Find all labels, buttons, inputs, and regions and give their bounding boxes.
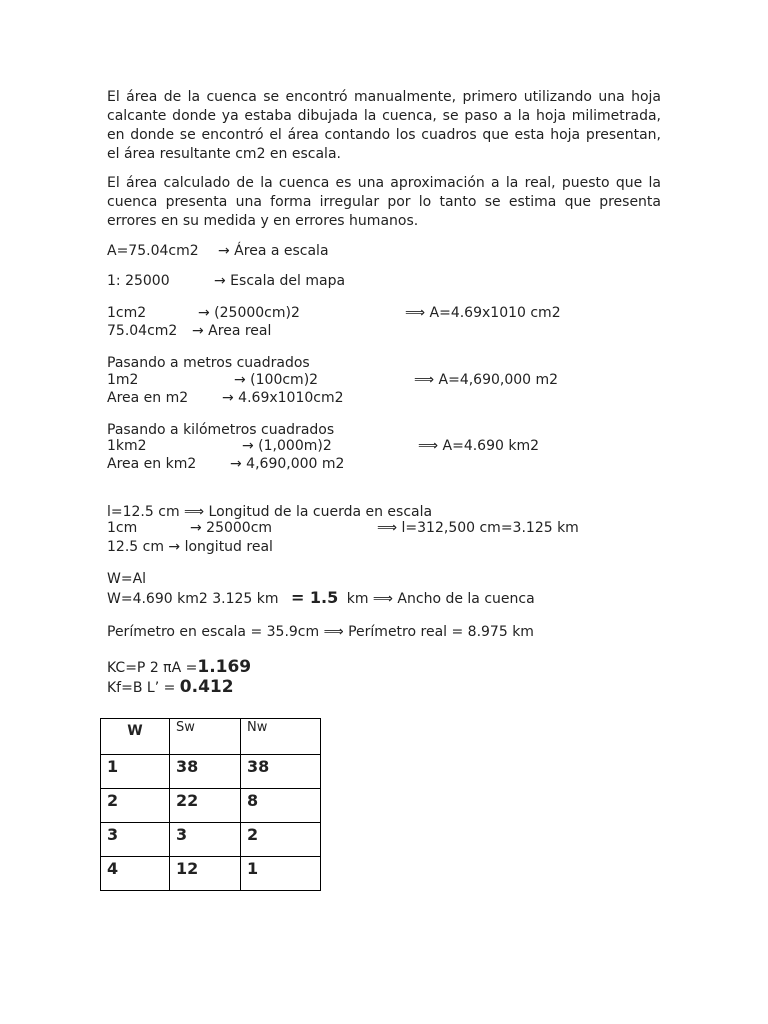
- kf-line: [107, 678, 234, 697]
- real-length: 12.5 cm → longitud real: [107, 539, 273, 555]
- km-heading: Pasando a kilómetros cuadrados: [107, 422, 335, 438]
- cell-sw: 3: [170, 823, 241, 857]
- table-header-row: [101, 719, 321, 755]
- area-m2-value: → 4.69x1010cm2: [222, 390, 344, 406]
- width-calc-label: km ⟹ Ancho de la cuenca: [346, 591, 535, 607]
- area-km2-value: → 4,690,000 m2: [230, 456, 345, 472]
- m2-unit: 1m2: [107, 372, 139, 388]
- map-scale-value: 1: 25000: [107, 273, 170, 289]
- cell-nw: 1: [241, 857, 321, 891]
- width-formula: W=Al: [107, 571, 147, 587]
- table-row: [101, 789, 321, 823]
- cell-w: 4: [101, 857, 170, 891]
- table-row: [101, 823, 321, 857]
- cell-nw: 38: [241, 755, 321, 789]
- km2-unit: 1km2: [107, 438, 147, 454]
- cell-sw: 38: [170, 755, 241, 789]
- length-conversion: → 25000cm: [190, 520, 273, 536]
- kf-value: 0.412: [179, 677, 234, 697]
- cell-nw: 8: [241, 789, 321, 823]
- table-row: [101, 857, 321, 891]
- m2-conversion: → (100cm)2: [234, 372, 319, 388]
- cm2-unit: 1cm2: [107, 305, 147, 321]
- width-calc-expression: W=4.690 km2 3.125 km: [107, 591, 279, 607]
- header-w: W: [101, 719, 170, 755]
- cell-nw: 2: [241, 823, 321, 857]
- perimeter-line: Perímetro en escala = 35.9cm ⟹ Perímetro real = 8.975 km: [107, 624, 534, 640]
- cm2-conversion: → (25000cm)2: [198, 305, 300, 321]
- table-row: [101, 755, 321, 789]
- width-calc: [107, 589, 535, 608]
- real-area-value: 75.04cm2: [107, 323, 178, 339]
- area-km2-label: Area en km2: [107, 456, 197, 472]
- kc-label: KC=P 2 πA =: [107, 660, 198, 676]
- map-scale-label: → Escala del mapa: [214, 273, 346, 289]
- cell-w: 2: [101, 789, 170, 823]
- paragraph-area-approximation: El área calculado de la cuenca es una aproximación a la real, puesto que la cuenca presenta una forma irregular por lo tanto se estima que presenta errores en su medida y en errores humanos.: [107, 175, 661, 229]
- m2-result: ⟹ A=4,690,000 m2: [414, 372, 559, 388]
- cell-sw: 12: [170, 857, 241, 891]
- stream-order-table: [100, 718, 321, 891]
- km2-result: ⟹ A=4.690 km2: [418, 438, 540, 454]
- paragraph-area-method: El área de la cuenca se encontró manualmente, primero utilizando una hoja calcante donde ya estaba dibujada la cuenca, se paso a la hoja milimetrada, en donde se encontró el área contando los cuadros que esta hoja presentan, el área resultante cm2 en escala.: [107, 89, 661, 162]
- kf-label: Kf=B L’ =: [107, 680, 180, 696]
- area-scale-label: → Área a escala: [218, 243, 329, 259]
- header-nw: Nw: [241, 719, 321, 755]
- cell-w: 1: [101, 755, 170, 789]
- kc-value: 1.169: [197, 657, 252, 677]
- chord-length-scale: l=12.5 cm ⟹ Longitud de la cuerda en escala: [107, 504, 433, 520]
- meters-heading: Pasando a metros cuadrados: [107, 355, 310, 371]
- cell-w: 3: [101, 823, 170, 857]
- cm2-result: ⟹ A=4.69x1010 cm2: [405, 305, 561, 321]
- length-unit: 1cm: [107, 520, 138, 536]
- cell-sw: 22: [170, 789, 241, 823]
- km2-conversion: → (1,000m)2: [242, 438, 332, 454]
- header-sw: Sw: [170, 719, 241, 755]
- area-m2-label: Area en m2: [107, 390, 189, 406]
- length-result: ⟹ l=312,500 cm=3.125 km: [377, 520, 579, 536]
- kc-line: [107, 658, 251, 677]
- real-area-label: → Area real: [192, 323, 272, 339]
- width-calc-result: = 1.5: [290, 588, 339, 607]
- area-scale-value: A=75.04cm2: [107, 243, 199, 259]
